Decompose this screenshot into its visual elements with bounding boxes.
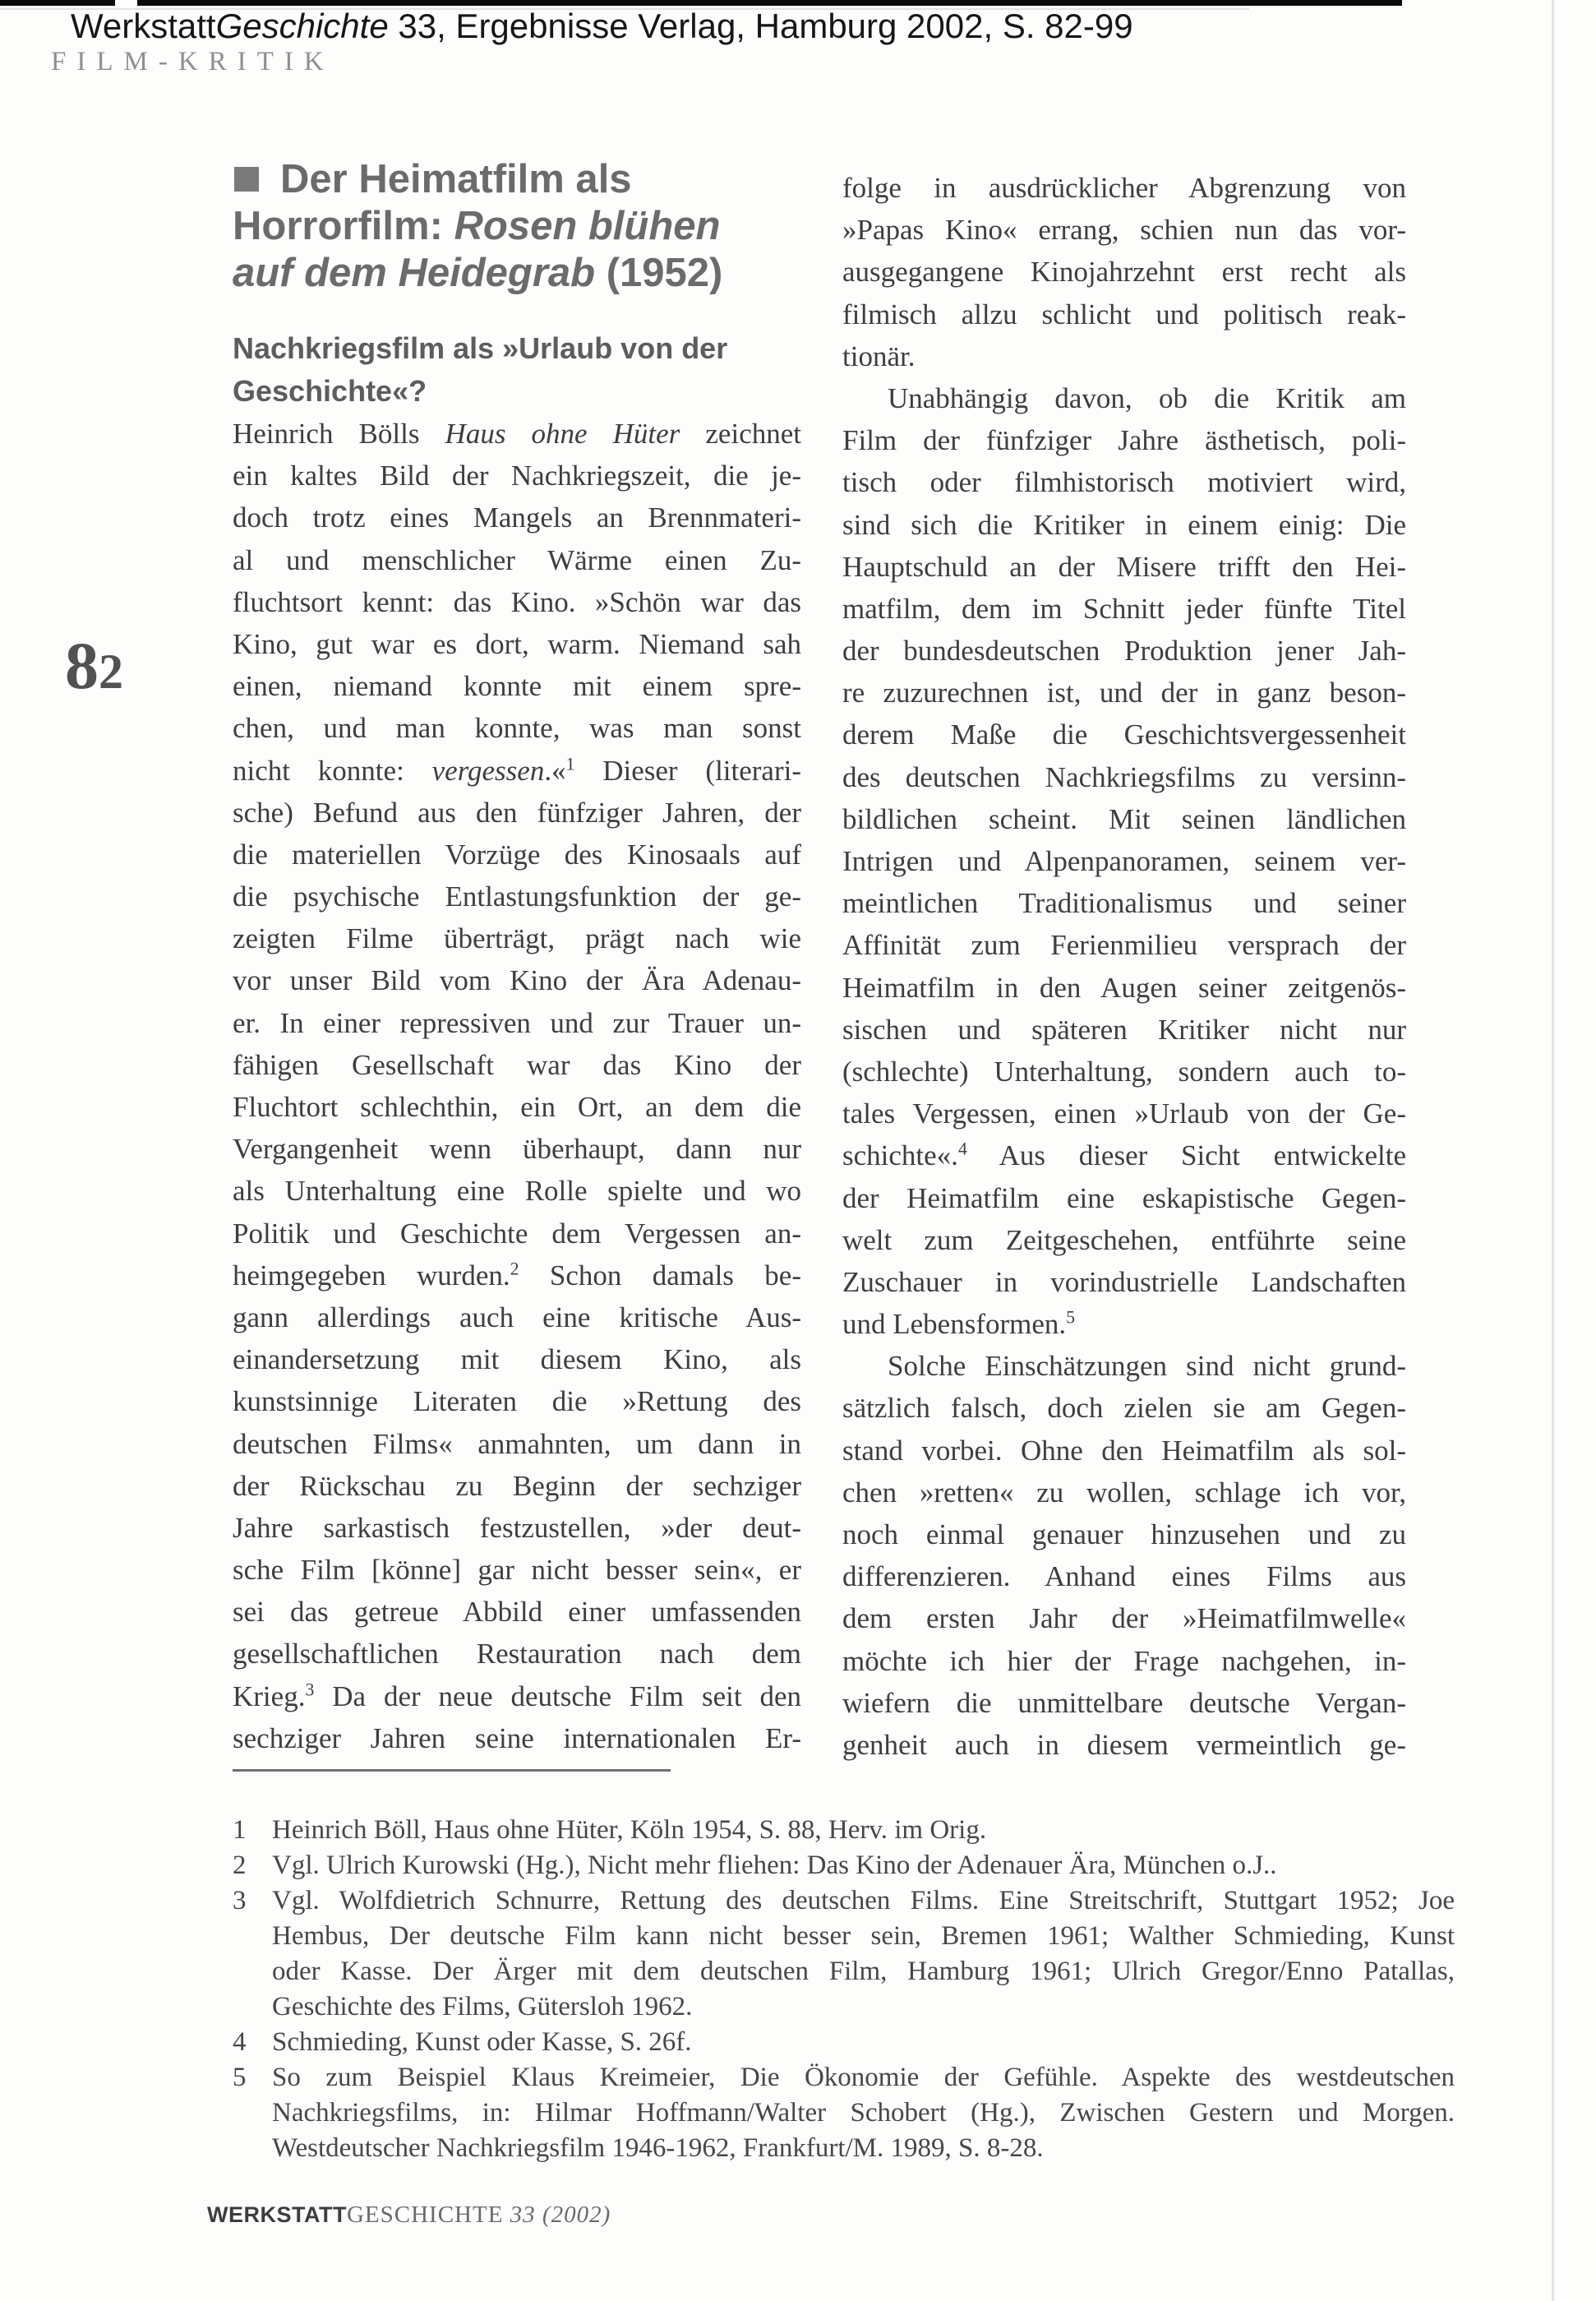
text-line: Zuschauer in vorindustrielle Landschaften [842, 1265, 1406, 1298]
rubric-label: FILM-KRITIK [51, 47, 334, 76]
scan-edge-line [1552, 0, 1554, 2301]
text-line: al und menschlicher Wärme einen Zu- [233, 543, 801, 576]
text-line: kunstsinnige Literaten die »Rettung des [233, 1385, 801, 1418]
text-line: einandersetzung mit diesem Kino, als [233, 1343, 801, 1376]
footnote-text [272, 1813, 1455, 1848]
text-line: wiefern die unmittelbare deutsche Vergan- [842, 1686, 1406, 1719]
text-line: Affinität zum Ferienmilieu versprach der [842, 929, 1406, 962]
footnote-line: Heinrich Böll, Haus ohne Hüter, Köln 1954, S. 88, Herv. im Orig. [272, 1815, 987, 1845]
page-number [65, 627, 123, 705]
text-line: Fluchtort schlechthin, ein Ort, an dem die [233, 1091, 801, 1123]
title-line: Horrorfilm: Rosen blühen [233, 204, 721, 248]
text-line: filmisch allzu schlicht und politisch reak- [842, 298, 1406, 330]
text-line: Unabhängig davon, ob die Kritik am [888, 381, 1406, 414]
footnote-number: 3 [233, 1886, 247, 1915]
footnote-item [233, 1883, 1455, 2025]
footnote-item [233, 2060, 1455, 2166]
footnotes-section [233, 1813, 1455, 2166]
text-line: der bundesdeutschen Produktion jener Jah- [842, 635, 1406, 668]
footnote-line: Westdeutscher Nachkriegsfilm 1946-1962, Frankfurt/M. 1989, S. 8-28. [272, 2133, 1044, 2163]
text-line: bildlichen scheint. Mit seinen ländlichen [842, 802, 1406, 835]
footnote-text [272, 1883, 1455, 2025]
text-line: Heinrich Bölls Haus ohne Hüter zeichnet [233, 418, 801, 450]
text-line: möchte ich hier der Frage nachgehen, in- [842, 1644, 1406, 1677]
footnote-text [272, 1848, 1455, 1883]
text-line: zeigten Filme überträgt, prägt nach wie [233, 922, 801, 955]
text-line: sche) Befund aus den fünfziger Jahren, der [233, 796, 801, 829]
text-line: genheit auch in diesem vermeintlich ge- [842, 1728, 1406, 1761]
footnote-line: Vgl. Ulrich Kurowski (Hg.), Nicht mehr fliehen: Das Kino der Adenauer Ära, München o.J.. [272, 1851, 1277, 1880]
footnote-line: Nachkriegsfilms, in: Hilmar Hoffmann/Walter Schobert (Hg.), Zwischen Gestern und Morgen. [272, 2098, 1455, 2128]
text-line: gann allerdings auch eine kritische Aus- [233, 1301, 801, 1333]
title-line: Der Heimatfilm als [280, 157, 632, 201]
text-line: welt zum Zeitgeschehen, entführte seine [842, 1223, 1406, 1256]
footnote-text [272, 2025, 1455, 2060]
text-line: die psychische Entlastungsfunktion der ge- [233, 880, 801, 913]
title-line: auf dem Heidegrab (1952) [233, 251, 723, 295]
text-line: der Rückschau zu Beginn der sechziger [233, 1469, 801, 1502]
text-line: einen, niemand konnte mit einem spre- [233, 670, 801, 703]
footer-journal-name-serif: GESCHICHTE 33 (2002) [346, 2202, 611, 2228]
footnote-number: 5 [233, 2063, 247, 2092]
page-number-digit: 2 [99, 645, 123, 699]
footer-journal-name-bold: WERKSTATT [207, 2202, 347, 2227]
article-subtitle [233, 327, 857, 413]
footnote-line: oder Kasse. Der Ärger mit dem deutschen Film, Hamburg 1961; Ulrich Gregor/Enno Patallas, [272, 1957, 1455, 1986]
footnote-line: Geschichte des Films, Gütersloh 1962. [272, 1992, 693, 2021]
text-line: der Heimatfilm eine eskapistische Gegen- [842, 1181, 1406, 1214]
text-line: tales Vergessen, einen »Urlaub von der Ge- [842, 1097, 1406, 1130]
text-line: ein kaltes Bild der Nachkriegszeit, die je- [233, 460, 801, 492]
text-line: sei das getreue Abbild einer umfassenden [233, 1596, 801, 1629]
journal-footer [207, 2202, 611, 2229]
text-line: »Papas Kino« errang, schien nun das vor- [842, 214, 1406, 247]
text-line: und Lebensformen.$^5$ [842, 1307, 1075, 1341]
text-line: Politik und Geschichte dem Vergessen an- [233, 1217, 801, 1250]
text-line: derem Maße die Geschichtsvergessenheit [842, 718, 1406, 751]
footnote-line: Schmieding, Kunst oder Kasse, S. 26f. [272, 2027, 692, 2057]
text-line: des deutschen Nachkriegsfilms zu versinn- [842, 760, 1406, 793]
text-line: schichte«.$^4$ Aus dieser Sicht entwickelte [842, 1139, 1406, 1172]
text-line: (schlechte) Unterhaltung, sondern auch to- [842, 1055, 1406, 1088]
footnote-text [272, 2060, 1455, 2166]
text-line: differenzieren. Anhand eines Films aus [842, 1560, 1406, 1593]
footnote-line: Hembus, Der deutsche Film kann nicht besser sein, Bremen 1961; Walther Schmieding, Kunst [272, 1921, 1455, 1951]
text-line: tisch oder filmhistorisch motiviert wird, [842, 466, 1406, 499]
scan-artifact-bar [0, 0, 115, 6]
text-line: sche Film [könne] gar nicht besser sein«, er [233, 1554, 801, 1587]
footnote-line: So zum Beispiel Klaus Kreimeier, Die Ökonomie der Gefühle. Aspekte des westdeutschen [272, 2063, 1455, 2092]
text-line: sechziger Jahren seine internationalen Er- [233, 1721, 801, 1754]
text-line: nicht konnte: vergessen.«$^1$ Dieser (literari- [233, 753, 801, 787]
text-line: dem ersten Jahr der »Heimatfilmwelle« [842, 1602, 1406, 1635]
scan-artifact-bar [137, 0, 1402, 6]
text-line: Intrigen und Alpenpanoramen, seinem ver- [842, 845, 1406, 877]
text-line: stand vorbei. Ohne den Heimatfilm als sol- [842, 1434, 1406, 1467]
text-line: als Unterhaltung eine Rolle spielte und wo [233, 1175, 801, 1208]
text-line: chen, und man konnte, was man sonst [233, 712, 801, 745]
subtitle-line: Geschichte«? [233, 374, 427, 408]
footnote-separator [233, 1769, 671, 1772]
publication-header: WerkstattGeschichte 33, Ergebnisse Verlag, Hamburg 2002, S. 82-99 [71, 7, 1133, 45]
text-line: Solche Einschätzungen sind nicht grund- [888, 1350, 1406, 1383]
footnote-number: 1 [233, 1815, 247, 1845]
footnote-item [233, 1813, 1455, 1848]
text-line: Krieg.$^3$ Da der neue deutsche Film seit den [233, 1679, 801, 1712]
text-line: vor unser Bild vom Kino der Ära Adenau- [233, 964, 801, 997]
text-line: fähigen Gesellschaft war das Kino der [233, 1048, 801, 1081]
text-line: chen »retten« zu wollen, schlage ich vor, [842, 1476, 1406, 1509]
text-line: re zuzurechnen ist, und der in ganz beson- [842, 677, 1406, 709]
footnote-item [233, 2025, 1455, 2060]
text-line: deutschen Films« anmahnten, um dann in [233, 1427, 801, 1460]
footnote-line: Vgl. Wolfdietrich Schnurre, Rettung des deutschen Films. Eine Streitschrift, Stuttgart 1952; Joe [272, 1886, 1455, 1915]
text-line: folge in ausdrücklicher Abgrenzung von [842, 172, 1406, 204]
text-line: matfilm, dem im Schnitt jeder fünfte Titel [842, 592, 1406, 625]
text-line: gesellschaftlichen Restauration nach dem [233, 1638, 801, 1670]
text-line: Vergangenheit wenn überhaupt, dann nur [233, 1133, 801, 1166]
text-line: sind sich die Kritiker in einem einig: Die [842, 508, 1406, 541]
article-title [233, 156, 857, 297]
subtitle-line: Nachkriegsfilm als »Urlaub von der [233, 331, 728, 365]
footnote-number: 4 [233, 2027, 247, 2057]
text-line: noch einmal genauer hinzusehen und zu [842, 1518, 1406, 1550]
text-line: sätzlich falsch, doch zielen sie am Gegen- [842, 1392, 1406, 1425]
text-line: sischen und späteren Kritiker nicht nur [842, 1013, 1406, 1046]
text-line: Hauptschuld an der Misere trifft den Hei- [842, 550, 1406, 583]
text-line: fluchtsort kennt: das Kino. »Schön war das [233, 585, 801, 618]
text-line: ausgegangene Kinojahrzehnt erst recht als [842, 256, 1406, 289]
text-line: heimgegeben wurden.$^2$ Schon damals be- [233, 1259, 801, 1291]
text-line: Film der fünfziger Jahre ästhetisch, poli- [842, 424, 1406, 457]
text-line: tionär. [842, 340, 916, 372]
footnote-number: 2 [233, 1851, 247, 1880]
text-line: doch trotz eines Mangels an Brennmateri- [233, 501, 801, 534]
text-line: meintlichen Traditionalismus und seiner [842, 887, 1406, 920]
section-marker-square [234, 167, 259, 192]
text-line: Kino, gut war es dort, warm. Niemand sah [233, 627, 801, 660]
text-line: Heimatfilm in den Augen seiner zeitgenös- [842, 971, 1406, 1004]
text-line: die materiellen Vorzüge des Kinosaals auf [233, 838, 801, 871]
footnote-item [233, 1848, 1455, 1883]
text-line: Jahre sarkastisch festzustellen, »der deut- [233, 1511, 801, 1544]
text-line: er. In einer repressiven und zur Trauer un- [233, 1006, 801, 1039]
page-number-digit: 8 [65, 628, 99, 703]
article-column-right [842, 167, 1406, 1766]
article-column-left [233, 413, 801, 1759]
article-title-lines [233, 156, 857, 297]
